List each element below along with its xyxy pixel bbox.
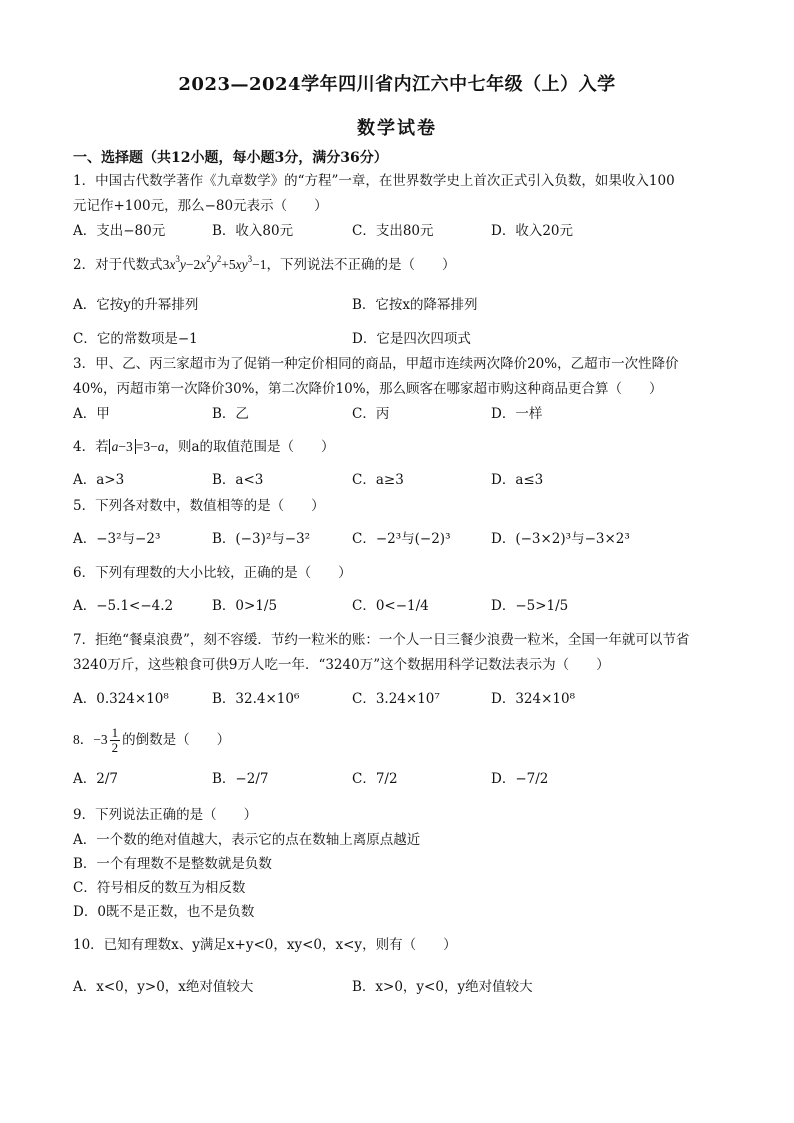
q9-option-c: C．符号相反的数互为相反数 [73,880,246,896]
q2-option-d: D．它是四次四项式 [352,331,471,347]
q2-option-c: C．它的常数项是−1 [73,331,198,347]
q3-option-b: B．乙 [212,406,249,422]
q4-expression: a−3 =3−a [109,439,165,454]
q8-suffix: 的倒数是（ ） [122,732,231,748]
q8-stem: 8．−3 $\frac{1}{2}$ 的倒数是（ ） [73,725,231,755]
q8-mixed-fraction: $\frac{1}{2}$ [111,725,119,755]
exam-title: 2023—2024学年四川省内江六中七年级（上）入学 [178,74,616,95]
q5-option-c: C．−2³与(−2)³ [352,531,451,547]
q1-option-d: D．收入20元 [491,223,574,239]
q7-option-c: C．3.24×10⁷ [352,691,440,707]
q3-option-a: A．甲 [73,406,110,422]
q4-option-c: C．a≥3 [352,472,404,488]
q9-option-d: D．0既不是正数，也不是负数 [73,904,255,920]
q9-option-a: A．一个数的绝对值越大，表示它的点在数轴上离原点越近 [73,832,421,848]
q7-option-a: A．0.324×10⁸ [73,691,169,707]
q5-option-b: B．(−3)²与−3² [212,531,311,547]
q4-option-a: A．a>3 [73,472,125,488]
q10-option-b: B．x>0，y<0，y绝对值较大 [352,979,533,995]
q6-option-c: C．0<−1/4 [352,598,429,614]
q1-option-a: A．支出−80元 [73,223,166,239]
q6-option-d: D．−5>1/5 [491,598,569,614]
q3-stem-line2: 40%，丙超市第一次降价30%，第二次降价10%，那么顾客在哪家超市购这种商品更合算（ ） [73,381,663,397]
q4-option-d: D．a≤3 [491,472,544,488]
q1-option-c: C．支出80元 [352,223,434,239]
q8-option-d: D．−7/2 [491,771,549,787]
q8-option-a: A．2/7 [73,771,118,787]
q2-option-a: A．它按y的升幂排列 [73,297,199,313]
q5-stem: 5．下列各对数中，数值相等的是（ ） [73,498,325,514]
q6-option-a: A．−5.1<−4.2 [73,598,174,614]
q1-option-b: B．收入80元 [212,223,294,239]
q8-option-b: B．−2/7 [212,771,269,787]
q7-option-d: D．324×10⁸ [491,691,575,707]
q10-option-a: A．x<0，y>0，x绝对值较大 [73,979,254,995]
q1-stem-line1: 1．中国古代数学著作《九章数学》的“方程”一章，在世界数学史上首次正式引入负数，如果收入100 [73,173,675,189]
q4-stem [73,438,335,456]
exam-subtitle: 数学试卷 [357,118,437,139]
q2-option-b: B．它按x的降幂排列 [352,297,478,313]
q7-option-b: B．32.4×10⁶ [212,691,300,707]
q4-suffix: ，则a的取值范围是（ ） [164,439,335,455]
q4-option-b: B．a<3 [212,472,264,488]
q7-stem-line1: 7．拒绝“餐桌浪费”，刻不容缓．节约一粒米的账：一个人一日三餐少浪费一粒米，全国一年就可以节省 [73,632,690,648]
q3-option-c: C．丙 [352,406,390,422]
q6-stem: 6．下列有理数的大小比较，正确的是（ ） [73,565,352,581]
q3-option-d: D．一样 [491,406,543,422]
q5-option-d: D．(−3×2)³与−3×2³ [491,531,630,547]
q9-option-b: B．一个有理数不是整数就是负数 [73,856,272,872]
q4-prefix: 4．若 [73,439,109,455]
q10-stem: 10．已知有理数x、y满足x+y<0，xy<0，x<y，则有（ ） [73,937,457,953]
q1-stem-line2: 元记作+100元，那么−80元表示（ ） [73,198,328,214]
q2-stem [73,256,455,274]
q2-prefix: 2．对于代数式 [73,257,163,273]
q7-stem-line2: 3240万斤，这些粮食可供9万人吃一年．“3240万”这个数据用科学记数法表示为（ ） [73,657,610,673]
q8-option-c: C．7/2 [352,771,398,787]
q6-option-b: B．0>1/5 [212,598,278,614]
q3-stem-line1: 3．甲、乙、丙三家超市为了促销一种定价相同的商品，甲超市连续两次降价20%，乙超市一次性降价 [73,356,679,372]
section-heading: 一、选择题（共12小题，每小题3分，满分36分） [73,150,388,166]
q5-option-a: A．−3²与−2³ [73,531,161,547]
q2-suffix: ，下列说法不正确的是（ ） [266,257,456,273]
q2-expression: $3x^3y-2x^2y^2+5xy^3-1$ [162,254,267,272]
q9-stem: 9．下列说法正确的是（ ） [73,807,258,823]
